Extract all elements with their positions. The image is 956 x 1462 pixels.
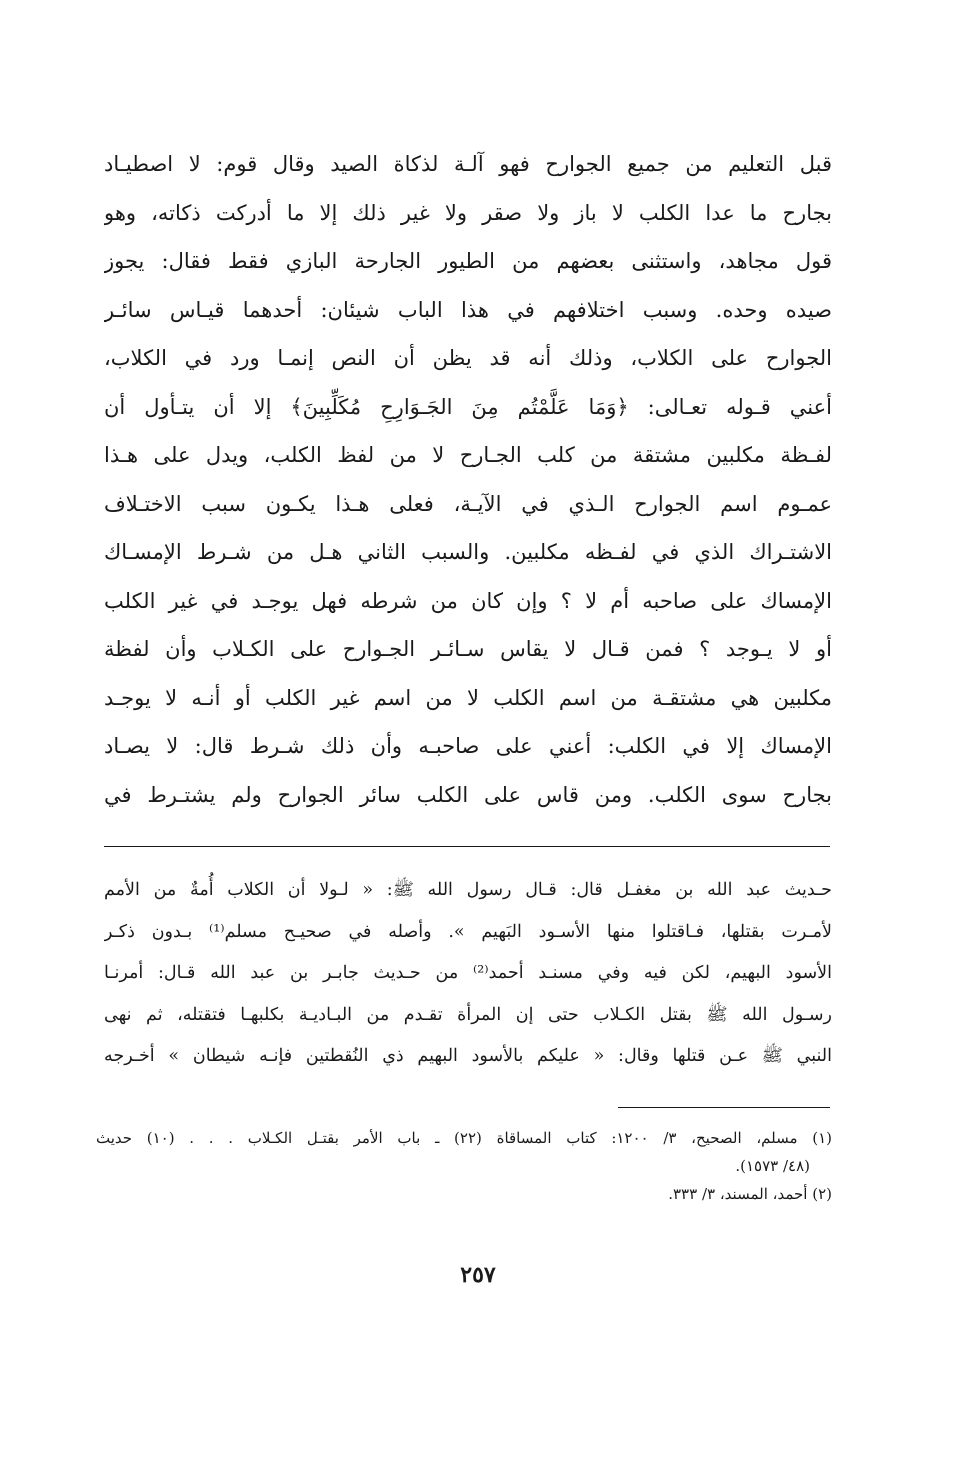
main-text-line: الجوارح على الكلاب، وذلك أنه قد يظن أن النص إنمـا ورد في الكلاب، xyxy=(104,346,832,370)
main-text-line: أو لا يـوجد ؟ فمن قـال لا يقاس سـائـر الجـوارح على الكـلاب وأن لفظة xyxy=(104,637,832,661)
footnote-1-line-2: (٤٨/ ١٥٧٣). xyxy=(735,1157,810,1175)
footnote-1-line-1: (١) مسلم، الصحيح، ٣/ ١٢٠٠: كتاب المساقاة (٢٢) ـ باب الأمر بقتـل الكـلاب . . . (١٠) حديث xyxy=(96,1129,832,1147)
main-text-line: أعني قـوله تعـالى: ﴿وَمَا عَلَّمْتُم مِنَ الجَـوَارِحِ مُكَلِّبِينَ﴾ إلا أن يتـأول أن xyxy=(104,394,832,419)
commentary-line: النبي ﷺ عـن قتلها وقال: « عليكم بالأسود البهيم ذي النُقطتين فإنـه شيطان » أخـرجه xyxy=(104,1046,832,1066)
commentary-line: الأسود البهيم، لكن فيه وفي مسنـد أحمد⁽²⁾ من حـديث جابـر بن عبد الله قـال: أمرنـا xyxy=(104,963,832,983)
main-text-line: بجارح سوى الكلب. ومن قاس على الكلب سائر الجوارح ولم يشتـرط في xyxy=(104,782,832,807)
main-text-line: عمـوم اسم الجوارح الـذي في الآيـة، فعلى هـذا يكـون سبب الاختـلاف xyxy=(104,491,832,516)
main-text-line: قبل التعليم من جميع الجوارح فهو آلـة لذكاة الصيد وقال قوم: لا اصطيـاد xyxy=(104,152,832,176)
main-text-line: بجارح ما عدا الكلب لا باز ولا صقر ولا غير ذلك إلا ما أدركت ذكاته، وهو xyxy=(104,200,832,225)
footnote-rule xyxy=(618,1107,830,1108)
text-separator-rule xyxy=(104,846,830,847)
footnotes-block xyxy=(96,1124,832,1208)
main-text-body xyxy=(104,140,832,819)
main-text-line: الإمساك على صاحبه أم لا ؟ وإن كان من شرطه فهل يوجـد في غير الكلب xyxy=(104,588,832,613)
commentary-block xyxy=(104,870,832,1078)
main-text-line: الاشتـراك الذي في لفـظه مكلبين. والسبب الثاني هـل من شـرط الإمسـاك xyxy=(104,540,832,564)
main-text-line: الإمساك إلا في الكلب: أعني على صاحبـه وأن ذلك شـرط قال: لا يصـاد xyxy=(104,734,832,758)
main-text-line: لفـظة مكلبين مشتقة من كلب الجـارح لا من لفظ الكلب، ويدل على هـذا xyxy=(104,443,832,467)
footnote-2: (٢) أحمد، المسند، ٣/ ٣٣٣. xyxy=(668,1185,832,1203)
commentary-line: رسـول الله ﷺ بقتل الكـلاب حتى إن المرأة تقـدم من البـاديـة بكلبهـا فتقتله، ثم نهى xyxy=(104,1004,832,1025)
main-text-line: مكلبين هي مشتقـة من اسم الكلب لا من اسم غير الكلب أو أنـه لا يوجـد xyxy=(104,685,832,710)
main-text-line: صيده وحده. وسبب اختلافهم في هذا الباب شيئان: أحدهما قيـاس سائـر xyxy=(104,297,832,322)
commentary-line: لأمـرت بقتلها، فـاقتلوا منها الأسـود البَهيم ». وأصله في صحيـح مسلم⁽¹⁾ بـدون ذكـر xyxy=(104,921,832,942)
main-text-line: قول مجاهد، واستثنى بعضهم من الطيور الجارحة البازي فقط فقال: يجوز xyxy=(104,249,832,273)
page-number: ٢٥٧ xyxy=(460,1262,496,1288)
commentary-line: حـديث عبد الله بن مغفـل قال: قـال رسول الله ﷺ: « لـولا أن الكلاب أُمةٌ من الأمم xyxy=(104,880,832,900)
